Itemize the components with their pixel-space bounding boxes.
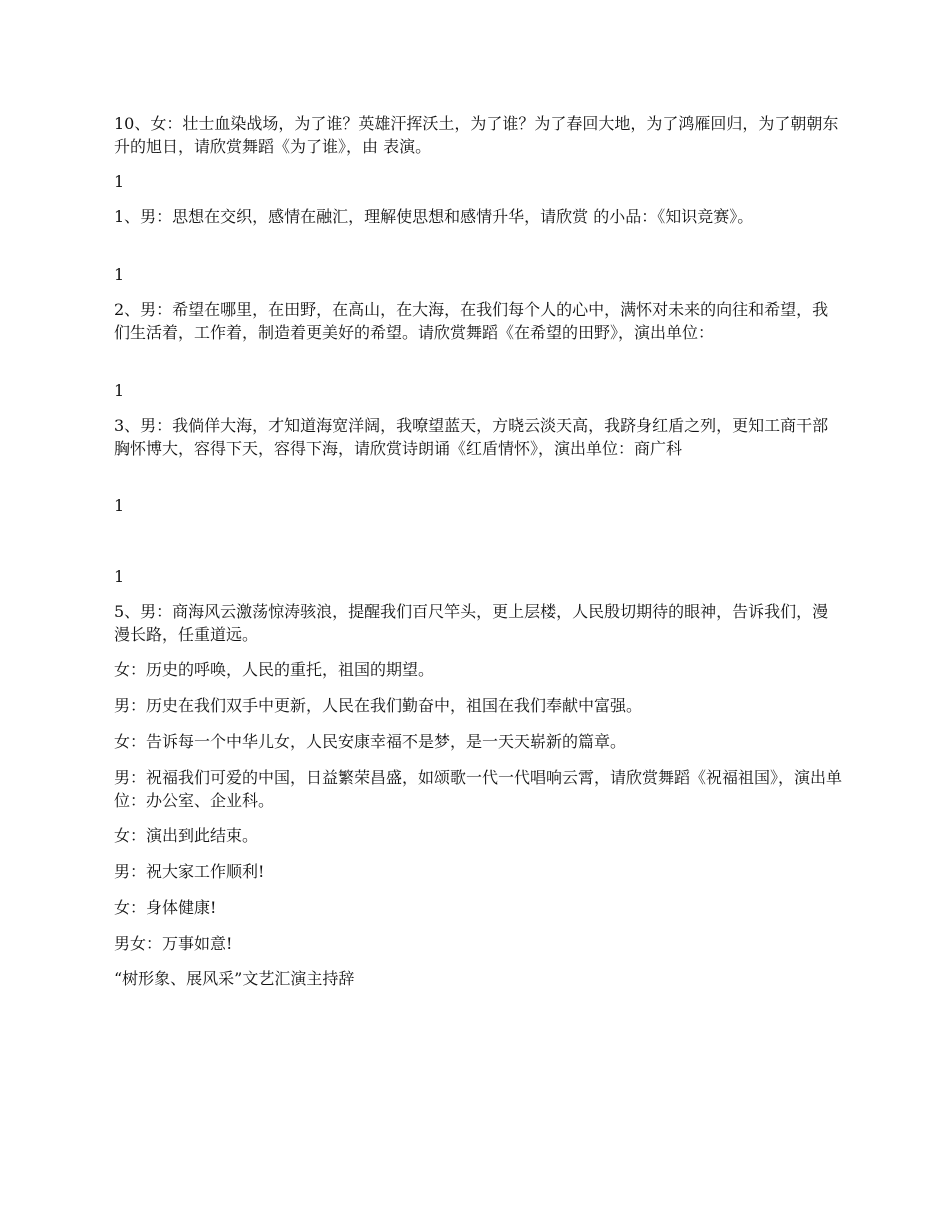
paragraph-dialogue-female-3: 女：演出到此结束。 — [114, 826, 259, 845]
paragraph-number-4: 1 — [114, 496, 125, 515]
paragraph-host-line-1: 1、男：思想在交织，感情在融汇，理解使思想和感情升华，请欣赏 的小品：《知识竞赛》。 — [114, 207, 754, 226]
paragraph-host-line-2: 2、男：希望在哪里，在田野，在高山，在大海，在我们每个人的心中，满怀对未来的向往和希望，我们生活着，工作着，制造着更美好的希望。请欣赏舞蹈《在希望的田野》，演出单位： — [114, 300, 829, 342]
paragraph-dialogue-female-1: 女：历史的呼唤，人民的重托，祖国的期望。 — [114, 660, 435, 679]
paragraph-dialogue-both: 男女：万事如意! — [114, 934, 233, 953]
paragraph-dialogue-female-4: 女：身体健康! — [114, 898, 217, 917]
paragraph-number-3: 1 — [114, 381, 125, 400]
document-title-footer: “树形象、展风采”文艺汇演主持辞 — [114, 969, 355, 988]
paragraph-number-5: 1 — [114, 567, 125, 586]
paragraph-host-line-5: 5、男：商海风云激荡惊涛骇浪，提醒我们百尺竿头，更上层楼，人民殷切期待的眼神，告诉我们，漫漫长路，任重道远。 — [114, 602, 829, 644]
paragraph-host-line-10: 10、女：壮士血染战场，为了谁？英雄汗挥沃土，为了谁？为了春回大地，为了鸿雁回归，为了朝朝东升的旭日，请欣赏舞蹈《为了谁》，由 表演。 — [114, 114, 839, 156]
paragraph-dialogue-male-2: 男：祝福我们可爱的中国，日益繁荣昌盛，如颂歌一代一代唱响云霄，请欣赏舞蹈《祝福祖国》，演出单位：办公室、企业科。 — [114, 768, 843, 810]
paragraph-dialogue-female-2: 女：告诉每一个中华儿女，人民安康幸福不是梦，是一天天崭新的篇章。 — [114, 732, 627, 751]
paragraph-host-line-3: 3、男：我倘佯大海，才知道海宽洋阔，我嘹望蓝天，方晓云淡天高，我跻身红盾之列，更知工商干部胸怀博大，容得下天，容得下海，请欣赏诗朗诵《红盾情怀》，演出单位：商广科 — [114, 416, 829, 458]
paragraph-number-2: 1 — [114, 265, 125, 284]
paragraph-dialogue-male-1: 男：历史在我们双手中更新，人民在我们勤奋中，祖国在我们奉献中富强。 — [114, 696, 643, 715]
paragraph-dialogue-male-3: 男：祝大家工作顺利! — [114, 862, 265, 881]
paragraph-number-1: 1 — [114, 172, 125, 191]
